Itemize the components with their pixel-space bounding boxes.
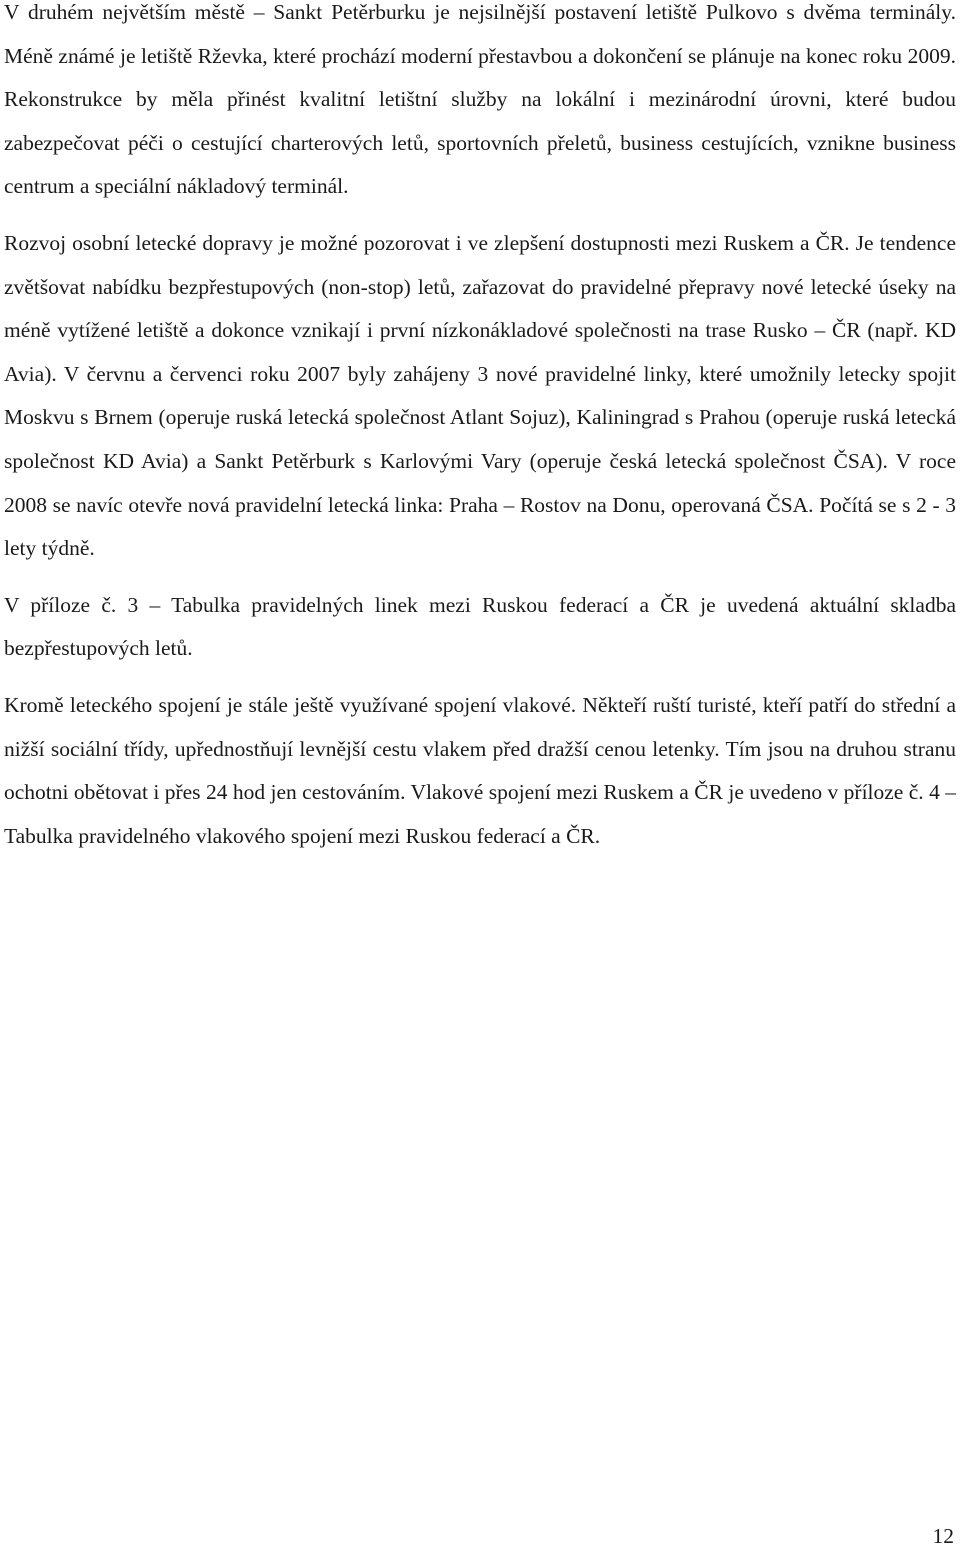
paragraph-airports-st-petersburg: V druhém největším městě – Sankt Petěrburku je nejsilnější postavení letiště Pulkovo s dvěma terminály. Méně známé je letiště Rževka, které prochází moderní přestavbou a dokončení se plánuje na konec roku 2009. Rekonstrukce by měla přinést kvalitní letištní služby na lokální i mezinárodní úrovni, které budou zabezpečovat péči o cestující charterových letů, sportovních přeletů, business cestujících, vznikne business centrum a speciální nákladový terminál.: [4, 0, 956, 199]
paragraph-appendix-3-reference: V příloze č. 3 – Tabulka pravidelných linek mezi Ruskou federací a ČR je uvedená aktuální skladba bezpřestupových letů.: [4, 592, 956, 661]
paragraph-russia-czech-flights: Rozvoj osobní letecké dopravy je možné pozorovat i ve zlepšení dostupnosti mezi Ruskem a ČR. Je tendence zvětšovat nabídku bezpřestupových (non-stop) letů, zařazovat do pravidelné přepravy nové letecké úseky na méně vytížené letiště a dokonce vznikají i první nízkonákladové společnosti na trase Rusko – ČR (např. KD Avia). V červnu a červenci roku 2007 byly zahájeny 3 nové pravidelné linky, které umožnily letecky spojit Moskvu s Brnem (operuje ruská letecká společnost Atlant Sojuz), Kaliningrad s Prahou (operuje ruská letecká společnost KD Avia) a Sankt Petěrburk s Karlovými Vary (operuje česká letecká společnost ČSA). V roce 2008 se navíc otevře nová pravidelní letecká linka: Praha – Rostov na Donu, operovaná ČSA. Počítá se s 2 - 3 lety týdně.: [4, 230, 956, 561]
page-number: 12: [932, 1524, 954, 1548]
paragraph-train-connection: Kromě leteckého spojení je stále ještě využívané spojení vlakové. Někteří ruští turisté, kteří patří do střední a nižší sociální třídy, upřednostňují levnější cestu vlakem před dražší cenou letenky. Tím jsou na druhou stranu ochotni obětovat i přes 24 hod jen cestováním. Vlakové spojení mezi Ruskem a ČR je uvedeno v příloze č. 4 – Tabulka pravidelného vlakového spojení mezi Ruskou federací a ČR.: [4, 692, 956, 848]
document-page: [4, 0, 956, 858]
